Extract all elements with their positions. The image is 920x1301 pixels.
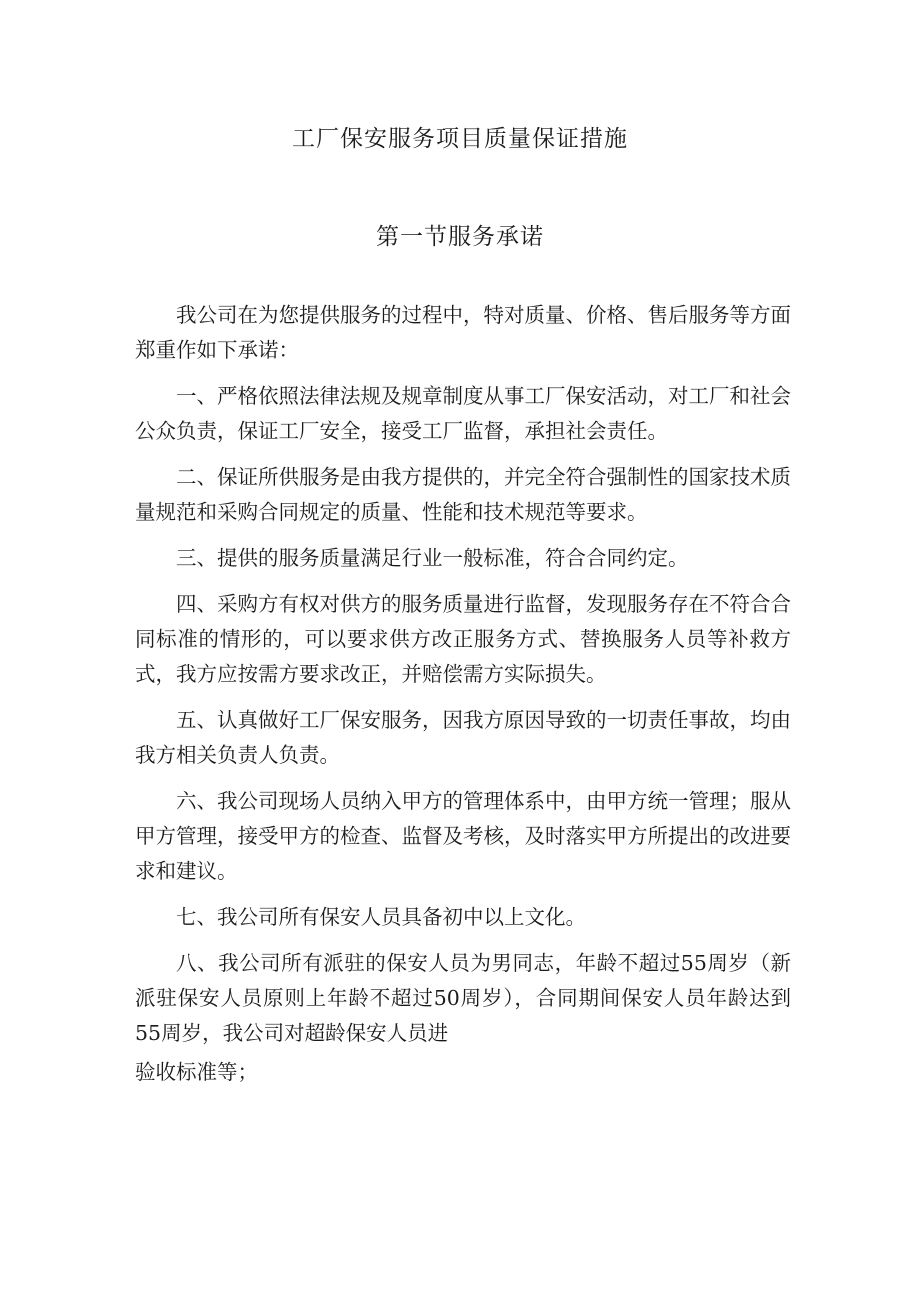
paragraph-fragment: 验收标准等； bbox=[135, 1060, 258, 1084]
paragraph-item-6: 六、我公司现场人员纳入甲方的管理体系中，由甲方统一管理；服从甲方管理，接受甲方的检查、监督及考核，及时落实甲方所提出的改进要求和建议。 bbox=[135, 789, 791, 883]
document-title: 工厂保安服务项目质量保证措施 bbox=[292, 126, 628, 152]
document-body bbox=[135, 298, 791, 1101]
paragraph-item-7: 七、我公司所有保安人员具备初中以上文化。 bbox=[176, 905, 586, 929]
paragraph-item-4: 四、采购方有权对供方的服务质量进行监督，发现服务存在不符合合同标准的情形的，可以要求供方改正服务方式、替换服务人员等补救方式，我方应按需方要求改正，并赔偿需方实际损失。 bbox=[135, 592, 791, 686]
section-title: 第一节服务承诺 bbox=[376, 224, 544, 250]
paragraph-item-2: 二、保证所供服务是由我方提供的，并完全符合强制性的国家技术质量规范和采购合同规定的质量、性能和技术规范等要求。 bbox=[135, 465, 791, 524]
paragraph-item-3: 三、提供的服务质量满足行业一般标准，符合合同约定。 bbox=[176, 546, 689, 570]
paragraph-item-8: 八、我公司所有派驻的保安人员为男同志，年龄不超过55周岁（新派驻保安人员原则上年龄不超过50周岁），合同期间保安人员年龄达到55周岁，我公司对超龄保安人员进 bbox=[135, 951, 791, 1045]
paragraph-intro: 我公司在为您提供服务的过程中，特对质量、价格、售后服务等方面郑重作如下承诺： bbox=[135, 303, 791, 362]
paragraph-item-5: 五、认真做好工厂保安服务，因我方原因导致的一切责任事故，均由我方相关负责人负责。 bbox=[135, 708, 791, 767]
paragraph-item-1: 一、严格依照法律法规及规章制度从事工厂保安活动，对工厂和社会公众负责，保证工厂安全，接受工厂监督，承担社会责任。 bbox=[135, 384, 791, 443]
